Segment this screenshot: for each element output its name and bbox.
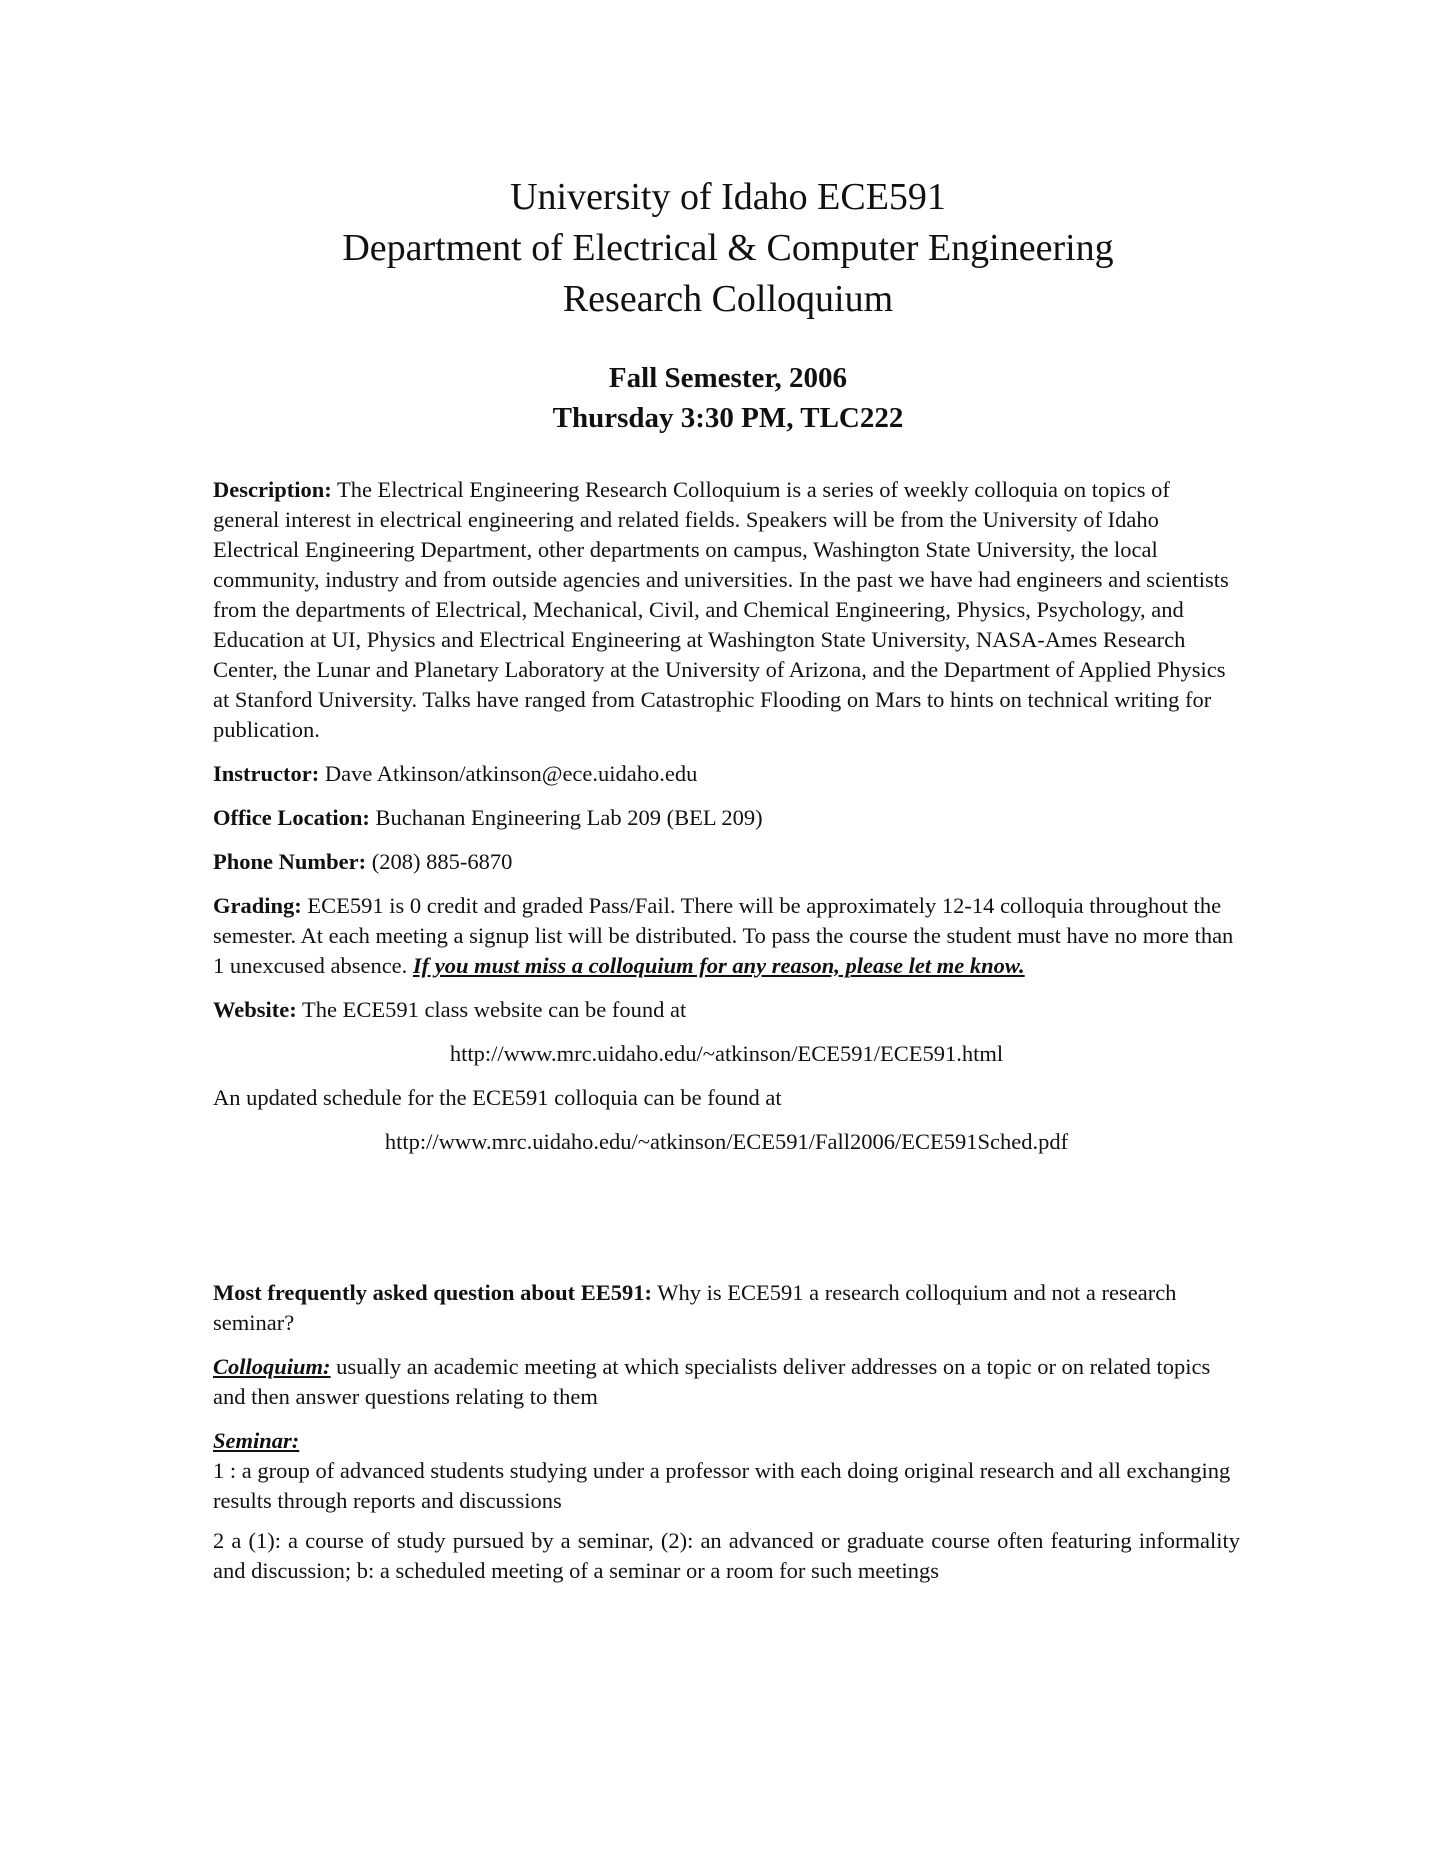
description-paragraph [213, 475, 1240, 745]
website-url[interactable]: http://www.mrc.uidaho.edu/~atkinson/ECE591/ECE591.html [449, 1041, 1004, 1066]
office-label: Office Location: [213, 805, 370, 830]
grading-text: ECE591 is 0 credit and graded Pass/Fail. There will be approximately 12-14 colloquia throughout the semester. At each meeting a signup list will be distributed. To pass the course the student must have no more than 1 unexcused absence. [213, 893, 1234, 978]
faq-label: Most frequently asked question about EE591: [213, 1280, 653, 1305]
seminar-item-1: 1 : a group of advanced students studying under a professor with each doing original research and all exchanging results through reports and discussions [213, 1458, 1231, 1513]
semester-line: Fall Semester, 2006 [608, 362, 848, 394]
website-label: Website: [213, 997, 297, 1022]
website-paragraph [213, 995, 1240, 1025]
schedule-line: Thursday 3:30 PM, TLC222 [552, 402, 904, 434]
schedule-link-text: An updated schedule for the ECE591 colloquia can be found at [213, 1085, 782, 1110]
title-line-2: Department of Electrical & Computer Engineering [342, 227, 1114, 269]
title-line-1: University of Idaho ECE591 [510, 176, 946, 218]
office-paragraph [213, 803, 1240, 833]
phone-label: Phone Number: [213, 849, 367, 874]
instructor-paragraph [213, 759, 1240, 789]
grading-paragraph [213, 891, 1240, 981]
title-line-3: Research Colloquium [562, 278, 894, 320]
section-spacer [213, 1171, 1240, 1278]
instructor-label: Instructor: [213, 761, 320, 786]
website-text: The ECE591 class website can be found at [296, 997, 687, 1022]
schedule-url[interactable]: http://www.mrc.uidaho.edu/~atkinson/ECE591/Fall2006/ECE591Sched.pdf [384, 1129, 1069, 1154]
office-text: Buchanan Engineering Lab 209 (BEL 209) [369, 805, 763, 830]
faq-text: Why is ECE591 a research colloquium and not a research seminar? [213, 1280, 1177, 1335]
seminar-item-2: 2 a (1): a course of study pursued by a seminar, (2): an advanced or graduate course often featuring informality and discussion; b: a scheduled meeting of a seminar or a room for such meetings [213, 1528, 1240, 1583]
description-text: The Electrical Engineering Research Colloquium is a series of weekly colloquia on topics of general interest in electrical engineering and related fields. Speakers will be from the University of Idaho Electrical Engineering Department, other departments on campus, Washington State University, the local community, industry and from outside agencies and universities. In the past we have had engineers and scientists from the departments of Electrical, Mechanical, Civil, and Chemical Engineering, Physics, Psychology, and Education at UI, Physics and Electrical Engineering at Washington State University, NASA-Ames Research Center, the Lunar and Planetary Laboratory at the University of Arizona, and the Department of Applied Physics at Stanford University. Talks have ranged from Catastrophic Flooding on Mars to hints on technical writing for publication. [213, 477, 1229, 742]
seminar-label: Seminar: [213, 1428, 300, 1453]
phone-text: (208) 885-6870 [366, 849, 513, 874]
colloquium-label: Colloquium: [213, 1354, 331, 1379]
instructor-text: Dave Atkinson/atkinson@ece.uidaho.edu [319, 761, 698, 786]
colloquium-definition [213, 1352, 1240, 1412]
grading-label: Grading: [213, 893, 302, 918]
document-title [0, 172, 1456, 325]
phone-paragraph [213, 847, 1240, 877]
document-body [213, 475, 1240, 1600]
description-label: Description: [213, 477, 332, 502]
course-subtitle [0, 358, 1456, 438]
grading-emphasis: If you must miss a colloquium for any reason, please let me know. [412, 953, 1025, 978]
seminar-definition [213, 1426, 1240, 1516]
colloquium-text: usually an academic meeting at which specialists deliver addresses on a topic or on related topics and then answer questions relating to them [213, 1354, 1211, 1409]
faq-paragraph [213, 1278, 1240, 1338]
